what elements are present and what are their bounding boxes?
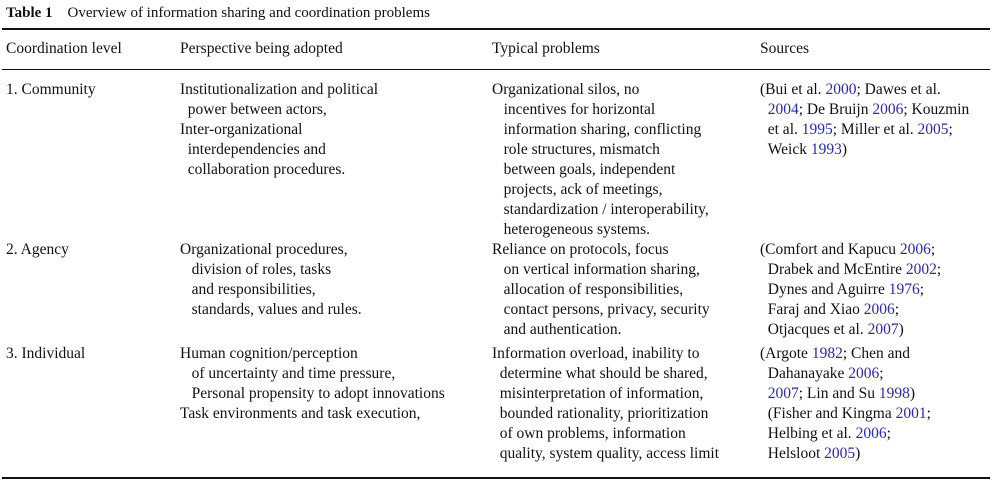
citation-text: Faraj and Xiao <box>760 301 864 318</box>
citation-text: ) <box>841 141 848 158</box>
citation-text: ; <box>930 241 936 258</box>
row-2-coordination-level: 2. Agency <box>6 241 69 258</box>
citation-text: ; Chen and <box>842 345 910 362</box>
perspective-line: and responsibilities, <box>180 281 316 298</box>
row-2-sources <box>760 240 941 340</box>
citation-text: Weick <box>760 141 811 158</box>
sources-line <box>760 384 931 404</box>
sources-line <box>760 300 941 320</box>
citation-text: Helsloot <box>760 445 825 462</box>
row-3-perspective <box>180 344 445 424</box>
sources-line <box>760 404 931 424</box>
citation-text: ) <box>855 445 861 462</box>
citation-year-link[interactable]: 2002 <box>905 261 937 278</box>
citation-text: ; De Bruijn <box>798 101 873 118</box>
citation-text: Helbing et al. <box>760 425 856 442</box>
problems-line: quality, system quality, access limit <box>492 445 720 462</box>
problems-line: Information overload, inability to <box>492 345 700 362</box>
problems-line: information sharing, conflicting <box>492 121 702 138</box>
perspective-line: Organizational procedures, <box>180 241 348 258</box>
perspective-line: standards, values and rules. <box>180 301 362 318</box>
citation-text: ; <box>879 365 884 382</box>
table-bottom-rule <box>2 477 990 479</box>
citation-year-link[interactable]: 1976 <box>888 281 920 298</box>
citation-year-link[interactable]: 2005 <box>917 121 949 138</box>
citation-text: ; Kouzmin <box>903 101 970 118</box>
row-2-perspective <box>180 240 362 320</box>
citation-text: ) <box>898 321 904 338</box>
sources-line <box>760 80 969 100</box>
row-1-perspective <box>180 80 378 180</box>
table-header-rule <box>2 69 990 70</box>
problems-line: of own problems, information <box>492 425 686 442</box>
row-1-typical-problems <box>492 80 709 240</box>
header-perspective: Perspective being adopted <box>180 40 343 57</box>
sources-line <box>760 320 941 340</box>
perspective-line: power between actors, <box>180 101 327 118</box>
header-typical-problems: Typical problems <box>492 40 600 57</box>
citation-text: Otjacques et al. <box>760 321 868 338</box>
sources-line <box>760 260 941 280</box>
citation-text: Dynes and Aguirre <box>760 281 889 298</box>
citation-year-link[interactable]: 1982 <box>811 345 843 362</box>
problems-line: role structures, mismatch <box>492 141 660 158</box>
citation-year-link[interactable]: 2000 <box>825 81 857 98</box>
perspective-line: Institutionalization and political <box>180 81 379 98</box>
row-2-typical-problems <box>492 240 710 340</box>
sources-line <box>760 100 969 120</box>
perspective-line: interdependencies and <box>180 141 326 158</box>
citation-text: ) <box>909 385 916 402</box>
citation-text: ; <box>936 261 942 278</box>
row-3-typical-problems <box>492 344 719 464</box>
citation-year-link[interactable]: 2005 <box>824 445 856 462</box>
sources-line <box>760 120 969 140</box>
row-3-coordination-level: 3. Individual <box>6 345 86 362</box>
problems-line: on vertical information sharing, <box>492 261 700 278</box>
table-caption-title: Overview of information sharing and coordination problems <box>67 5 430 21</box>
citation-text <box>760 385 768 402</box>
sources-line <box>760 424 931 444</box>
citation-year-link[interactable]: 1998 <box>878 385 910 402</box>
citation-year-link[interactable]: 2006 <box>863 301 895 318</box>
sources-line <box>760 240 941 260</box>
citation-text: et al. <box>760 121 802 138</box>
citation-text: ; Miller et al. <box>832 121 918 138</box>
table-caption-spacer <box>56 5 64 21</box>
row-1-coordination-level: 1. Community <box>6 81 96 98</box>
row-3-sources <box>760 344 931 464</box>
citation-text: ; <box>919 281 925 298</box>
problems-line: contact persons, privacy, security <box>492 301 710 318</box>
citation-text: (Fisher and Kingma <box>760 405 896 422</box>
problems-line: and authentication. <box>492 321 622 338</box>
citation-year-link[interactable]: 2006 <box>855 425 887 442</box>
citation-year-link[interactable]: 2004 <box>767 101 799 118</box>
problems-line: standardization / interoperability, <box>492 201 709 218</box>
sources-line <box>760 364 931 384</box>
citation-year-link[interactable]: 2001 <box>895 405 927 422</box>
sources-line <box>760 280 941 300</box>
perspective-line: of uncertainty and time pressure, <box>180 365 396 382</box>
citation-text: ; Lin and Su <box>798 385 879 402</box>
sources-line <box>760 140 969 160</box>
citation-year-link[interactable]: 2006 <box>872 101 904 118</box>
perspective-line: division of roles, tasks <box>180 261 332 278</box>
citation-year-link[interactable]: 2006 <box>848 365 880 382</box>
header-sources: Sources <box>760 40 810 57</box>
table-caption <box>6 4 430 22</box>
citation-year-link[interactable]: 1993 <box>810 141 842 158</box>
citation-year-link[interactable]: 2007 <box>767 385 799 402</box>
citation-text: (Argote <box>760 345 812 362</box>
problems-line: Reliance on protocols, focus <box>492 241 669 258</box>
problems-line: bounded rationality, prioritization <box>492 405 709 422</box>
row-1-sources <box>760 80 969 160</box>
perspective-line: Inter-organizational <box>180 121 303 138</box>
citation-text: ; <box>886 425 891 442</box>
citation-year-link[interactable]: 1995 <box>801 121 833 138</box>
perspective-line: collaboration procedures. <box>180 161 346 178</box>
citation-text: Drabek and McEntire <box>760 261 906 278</box>
citation-text: (Bui et al. <box>760 81 826 98</box>
perspective-line: Task environments and task execution, <box>180 405 421 422</box>
problems-line: projects, ack of meetings, <box>492 181 663 198</box>
table-caption-label: Table 1 <box>6 5 53 21</box>
citation-year-link[interactable]: 2006 <box>899 241 931 258</box>
problems-line: determine what should be shared, <box>492 365 708 382</box>
problems-line: Organizational silos, no <box>492 81 640 98</box>
citation-text: ; <box>948 121 953 138</box>
problems-line: heterogeneous systems. <box>492 221 650 238</box>
header-coordination-level: Coordination level <box>6 40 122 57</box>
citation-year-link[interactable]: 2007 <box>867 321 899 338</box>
table-top-rule <box>2 28 990 30</box>
citation-text: Dahanayake <box>760 365 849 382</box>
problems-line: between goals, independent <box>492 161 676 178</box>
citation-text: ; <box>894 301 900 318</box>
sources-line <box>760 444 931 464</box>
citation-text: ; <box>926 405 931 422</box>
citation-text: (Comfort and Kapucu <box>760 241 900 258</box>
perspective-line: Human cognition/perception <box>180 345 358 362</box>
sources-line <box>760 344 931 364</box>
citation-text: ; Dawes et al. <box>856 81 941 98</box>
problems-line: allocation of responsibilities, <box>492 281 684 298</box>
problems-line: incentives for horizontal <box>492 101 656 118</box>
perspective-line: Personal propensity to adopt innovations <box>180 385 445 402</box>
citation-text <box>760 101 768 118</box>
problems-line: misinterpretation of information, <box>492 385 704 402</box>
